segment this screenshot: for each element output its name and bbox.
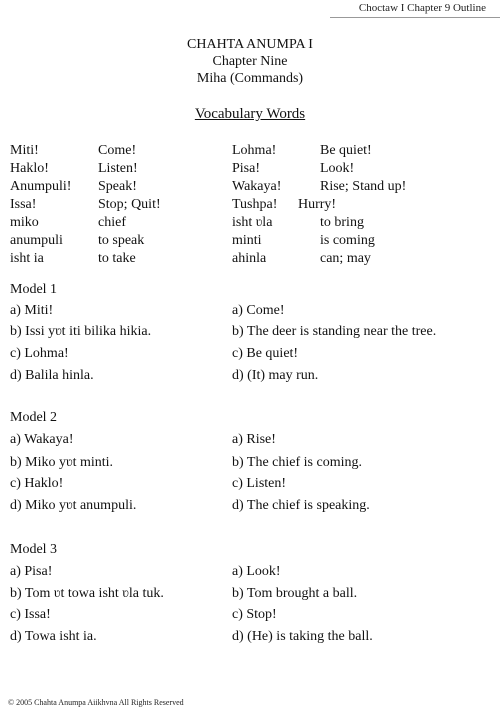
vocab-word: Pisa! [232,161,260,176]
header-rule [330,17,500,18]
vocab-word: ahinla [232,251,267,266]
model-translation: a) Rise! [232,432,276,447]
vocab-word: miko [10,215,39,230]
vocab-word: isht ʋla [232,215,273,230]
vocab-meaning: is coming [320,233,375,248]
model-translation: b) Tom brought a ball. [232,586,358,601]
model-sentence: b) Issi yʋt iti bilika hikia. [10,324,152,339]
vocab-word: Lohma! [232,143,277,158]
model-sentence: d) Miko yʋt anumpuli. [10,498,137,513]
vocab-meaning: Stop; Quit! [98,197,161,212]
model-sentence: a) Miti! [10,303,54,318]
model-sentence: d) Towa isht ia. [10,629,97,644]
model-translation: b) The chief is coming. [232,455,362,470]
copyright-footer: © 2005 Chahta Anumpa Aiikhvna All Rights Reserved [8,698,184,707]
model-heading: Model 1 [10,282,58,297]
vocab-left-meanings [98,142,161,268]
vocabulary-heading: Vocabulary Words [194,106,306,122]
model-sentence: a) Wakaya! [10,432,74,447]
vocab-meaning: chief [98,215,126,230]
chapter-title: Chapter Nine [212,54,288,69]
vocab-word: minti [232,233,262,248]
vocab-meaning: Be quiet! [320,143,372,158]
title-block [0,36,500,87]
vocab-meaning: Listen! [98,161,138,176]
vocab-word: Miti! [10,143,39,158]
model-translation: c) Be quiet! [232,346,299,361]
model-translation: a) Look! [232,564,281,579]
vocab-meaning: can; may [320,251,371,266]
vocab-word: Wakaya! [232,179,282,194]
topic-title: Miha (Commands) [196,71,304,86]
model-sentence: b) Miko yʋt minti. [10,455,114,470]
vocab-word: anumpuli [10,233,63,248]
model-translation: a) Come! [232,303,285,318]
model-heading: Model 3 [10,542,58,557]
model-sentence: c) Lohma! [10,346,69,361]
vocab-meaning: Rise; Stand up! [320,179,407,194]
model-heading: Model 2 [10,410,58,425]
model-sentence: c) Haklo! [10,476,64,491]
vocab-meaning: Speak! [98,179,137,194]
model-translation: c) Stop! [232,607,277,622]
vocab-meaning: Hurry! [298,197,337,212]
model-translation: d) (He) is taking the ball. [232,629,373,644]
vocab-left-words [10,142,71,268]
vocab-word: Anumpuli! [10,179,72,194]
vocab-word: Issa! [10,197,37,212]
vocab-right-meanings [298,142,407,268]
vocab-right-words [232,142,281,268]
vocab-word: Haklo! [10,161,49,176]
vocab-meaning: to take [98,251,136,266]
running-header: Choctaw I Chapter 9 Outline [358,2,486,14]
model-translation: d) (It) may run. [232,368,319,383]
vocab-meaning: to bring [320,215,364,230]
model-sentence: b) Tom ʋt towa isht ʋla tuk. [10,586,164,601]
model-translation: d) The chief is speaking. [232,498,370,513]
model-translation: c) Listen! [232,476,287,491]
course-title: CHAHTA ANUMPA I [187,37,313,52]
vocab-word: isht ia [10,251,44,266]
vocab-meaning: Look! [320,161,355,176]
model-sentence: d) Balila hinla. [10,368,94,383]
vocab-meaning: Come! [98,143,137,158]
vocab-meaning: to speak [98,233,145,248]
model-translation: b) The deer is standing near the tree. [232,324,437,339]
model-sentence: c) Issa! [10,607,51,622]
model-sentence: a) Pisa! [10,564,53,579]
vocab-word: Tushpa! [232,197,278,212]
